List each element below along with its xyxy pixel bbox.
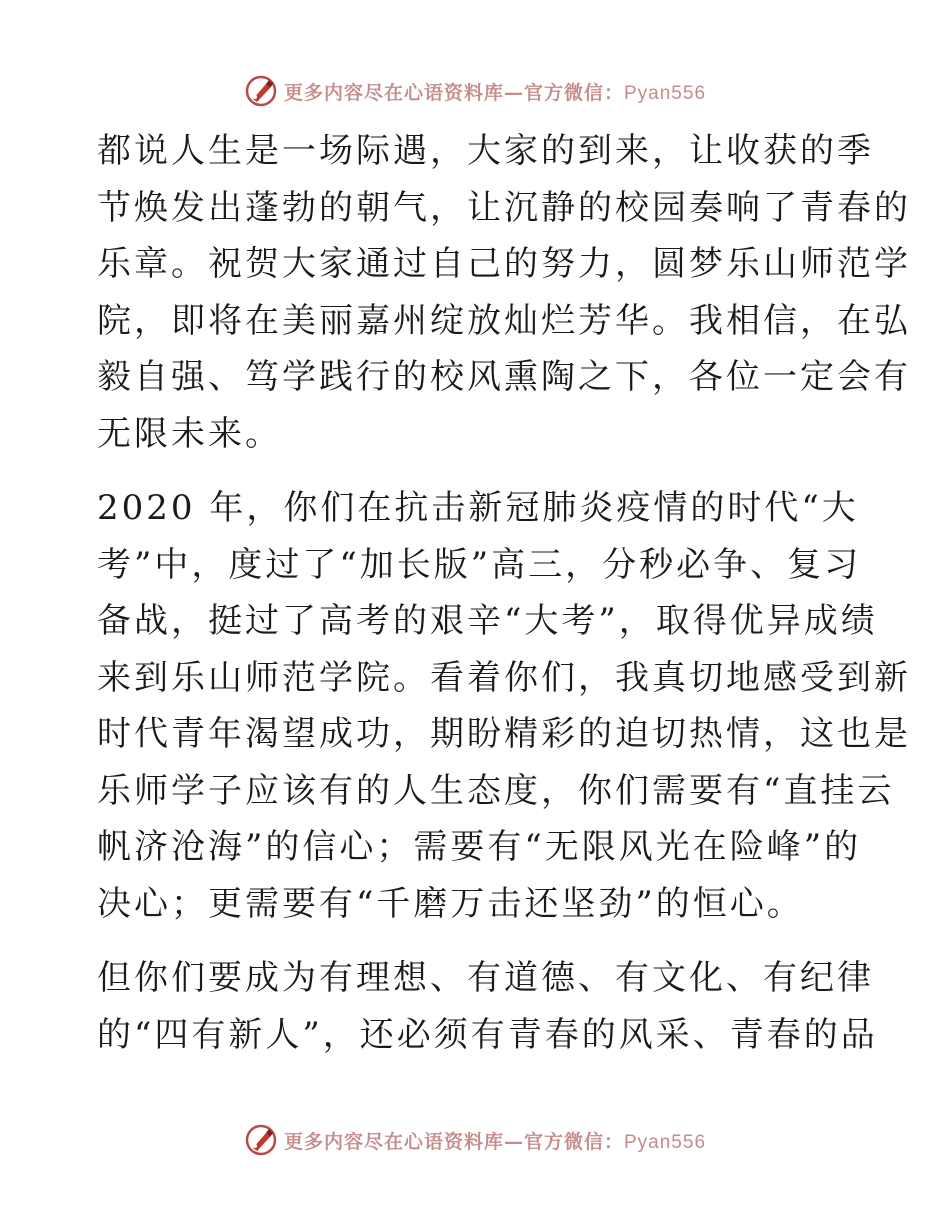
footer-banner [0,1120,950,1160]
paragraph-1 [97,123,911,462]
paragraph-2 [97,480,911,932]
text-line: 无限未来。 [97,413,282,454]
text-line: 都说人生是一场际遇，大家的到来，让收获的季 [97,131,874,171]
document-body [97,123,911,1063]
paragraph-3 [97,950,878,1063]
text-line: 帆济沧海”的信心；需要有“无限风光在险峰”的 [97,827,862,867]
text-line: 决心；更需要有“千磨万击还坚劲”的恒心。 [97,883,804,924]
text-line: 2020 年，你们在抗击新冠肺炎疫情的时代“大 [97,488,859,528]
text-line: 的“四有新人”，还必须有青春的风采、青春的品 [97,1014,878,1055]
footer-banner-wechat-id: Pyan556 [624,1131,707,1153]
text-line: 来到乐山师范学院。看着你们，我真切地感受到新 [97,657,911,698]
text-line: 时代青年渴望成功，期盼精彩的迫切热情，这也是 [97,714,911,754]
text-line: 备战，挺过了高考的艰辛“大考”，取得优异成绩 [97,601,878,641]
text-line: 乐章。祝贺大家通过自己的努力，圆梦乐山师范学 [97,244,911,284]
text-line: 院，即将在美丽嘉州绽放灿烂芳华。我相信，在弘 [97,300,911,341]
header-banner-wechat-id: Pyan556 [624,82,707,104]
text-line: 节焕发出蓬勃的朝气，让沉静的校园奏响了青春的 [97,187,911,228]
text-line: 考”中，度过了“加长版”高三，分秒必争、复习 [97,544,862,585]
header-banner [0,71,950,111]
header-banner-cn: 更多内容尽在心语资料库—官方微信： [283,81,624,104]
text-line: 但你们要成为有理想、有道德、有文化、有纪律 [97,958,874,998]
footer-banner-text [284,1127,706,1154]
header-banner-text [284,78,706,105]
text-line: 乐师学子应该有的人生态度，你们需要有“直挂云 [97,770,895,811]
pen-logo-icon [244,74,278,108]
pen-logo-icon [244,1123,278,1157]
footer-banner-cn: 更多内容尽在心语资料库—官方微信： [283,1130,624,1153]
text-line: 毅自强、笃学践行的校风熏陶之下，各位一定会有 [97,357,911,397]
